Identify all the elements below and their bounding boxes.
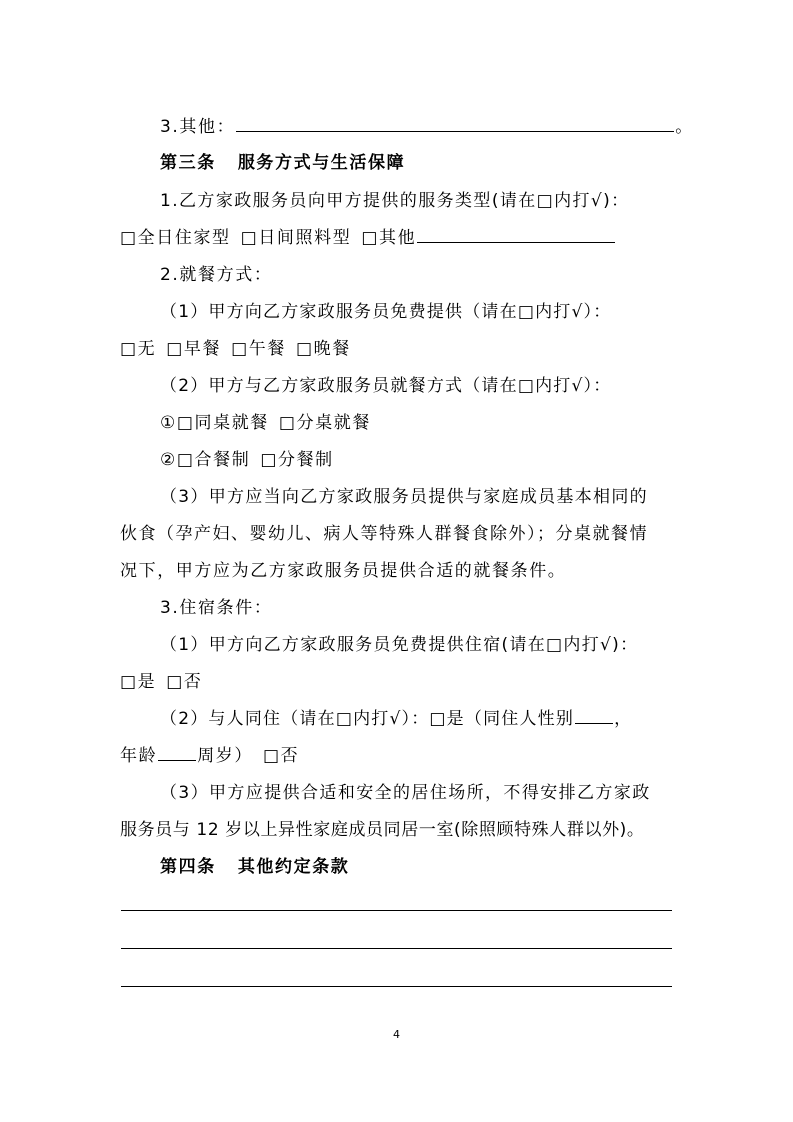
age-label: 年龄 (120, 746, 158, 766)
dining-table-options (160, 408, 371, 433)
other-terms-line-1[interactable] (121, 910, 672, 911)
free-meal-question: （1）甲方向乙方家政服务员免费提供（请在□内打√）： (160, 302, 612, 322)
option-breakfast[interactable]: □早餐 (166, 339, 222, 359)
cohabitant-gender-blank[interactable] (575, 722, 613, 724)
free-meal-options (120, 334, 351, 359)
free-lodging-options (120, 667, 203, 692)
option-separate-table[interactable]: □分桌就餐 (278, 413, 371, 433)
option-lodging-no[interactable]: □否 (166, 672, 203, 692)
meal-clause-line2: 伙食（孕产妇、婴幼儿、病人等特殊人群餐食除外）；分桌就餐情 (120, 524, 648, 544)
option-shared-dishes[interactable]: ②□合餐制 (160, 450, 251, 470)
other-terms-line-2[interactable] (121, 948, 672, 949)
article4-number: 第四条 (160, 857, 216, 877)
other-service-blank[interactable] (417, 241, 615, 243)
option-day-care[interactable]: □日间照料型 (240, 228, 352, 248)
lodging-heading: 3.住宿条件： (160, 598, 273, 618)
option-full-time-live-in[interactable]: □全日住家型 (120, 228, 231, 248)
dining-serving-options (160, 445, 334, 470)
other-terms-line-3[interactable] (121, 986, 672, 987)
article3-title: 服务方式与生活保障 (237, 153, 406, 173)
cohabit-text: （2）与人同住（请在□内打√）：□是（同住人性别 (160, 709, 575, 729)
other-item-label: 3.其他： (160, 117, 236, 137)
age-unit: 周岁） (197, 746, 254, 766)
meal-clause-line1: （3）甲方应当向乙方家政服务员提供与家庭成员基本相同的 (160, 487, 648, 507)
meal-clause-line3: 况下，甲方应为乙方家政服务员提供合适的就餐条件。 (120, 561, 567, 581)
option-no-meal[interactable]: □无 (120, 339, 157, 359)
cohabit-question (160, 704, 632, 729)
cohabitant-age-blank[interactable] (158, 759, 196, 761)
option-cohabit-no[interactable]: □否 (263, 746, 300, 766)
lodging-clause-line2: 服务员与 12 岁以上异性家庭成员同居一室(除照顾特殊人群以外)。 (120, 820, 645, 840)
lodging-clause-line1: （3）甲方应提供合适和安全的居住场所，不得安排乙方家政 (160, 783, 651, 803)
service-type-options (120, 223, 616, 248)
article3-number: 第三条 (160, 153, 216, 173)
meal-heading: 2.就餐方式： (160, 265, 273, 285)
dining-method-question: （2）甲方与乙方家政服务员就餐方式（请在□内打√）： (160, 376, 612, 396)
option-separate-dishes[interactable]: □分餐制 (260, 450, 334, 470)
option-lunch[interactable]: □午餐 (231, 339, 287, 359)
article4-heading (160, 852, 349, 877)
other-item-blank[interactable] (236, 130, 674, 132)
other-item-line (160, 112, 694, 137)
other-item-end: 。 (675, 117, 694, 137)
service-type-question: 1.乙方家政服务员向甲方提供的服务类型(请在□内打√)： (160, 191, 630, 211)
page-number: 4 (393, 1028, 400, 1041)
article3-heading (160, 148, 405, 173)
cohabit-comma: ， (614, 709, 633, 729)
option-dinner[interactable]: □晚餐 (296, 339, 351, 359)
option-same-table[interactable]: ①□同桌就餐 (160, 413, 269, 433)
cohabit-age-line (120, 741, 299, 766)
option-lodging-yes[interactable]: □是 (120, 672, 157, 692)
option-other-service[interactable]: □其他 (361, 228, 417, 248)
free-lodging-question: （1）甲方向乙方家政服务员免费提供住宿(请在□内打√)： (160, 635, 639, 655)
article4-title: 其他约定条款 (237, 857, 350, 877)
